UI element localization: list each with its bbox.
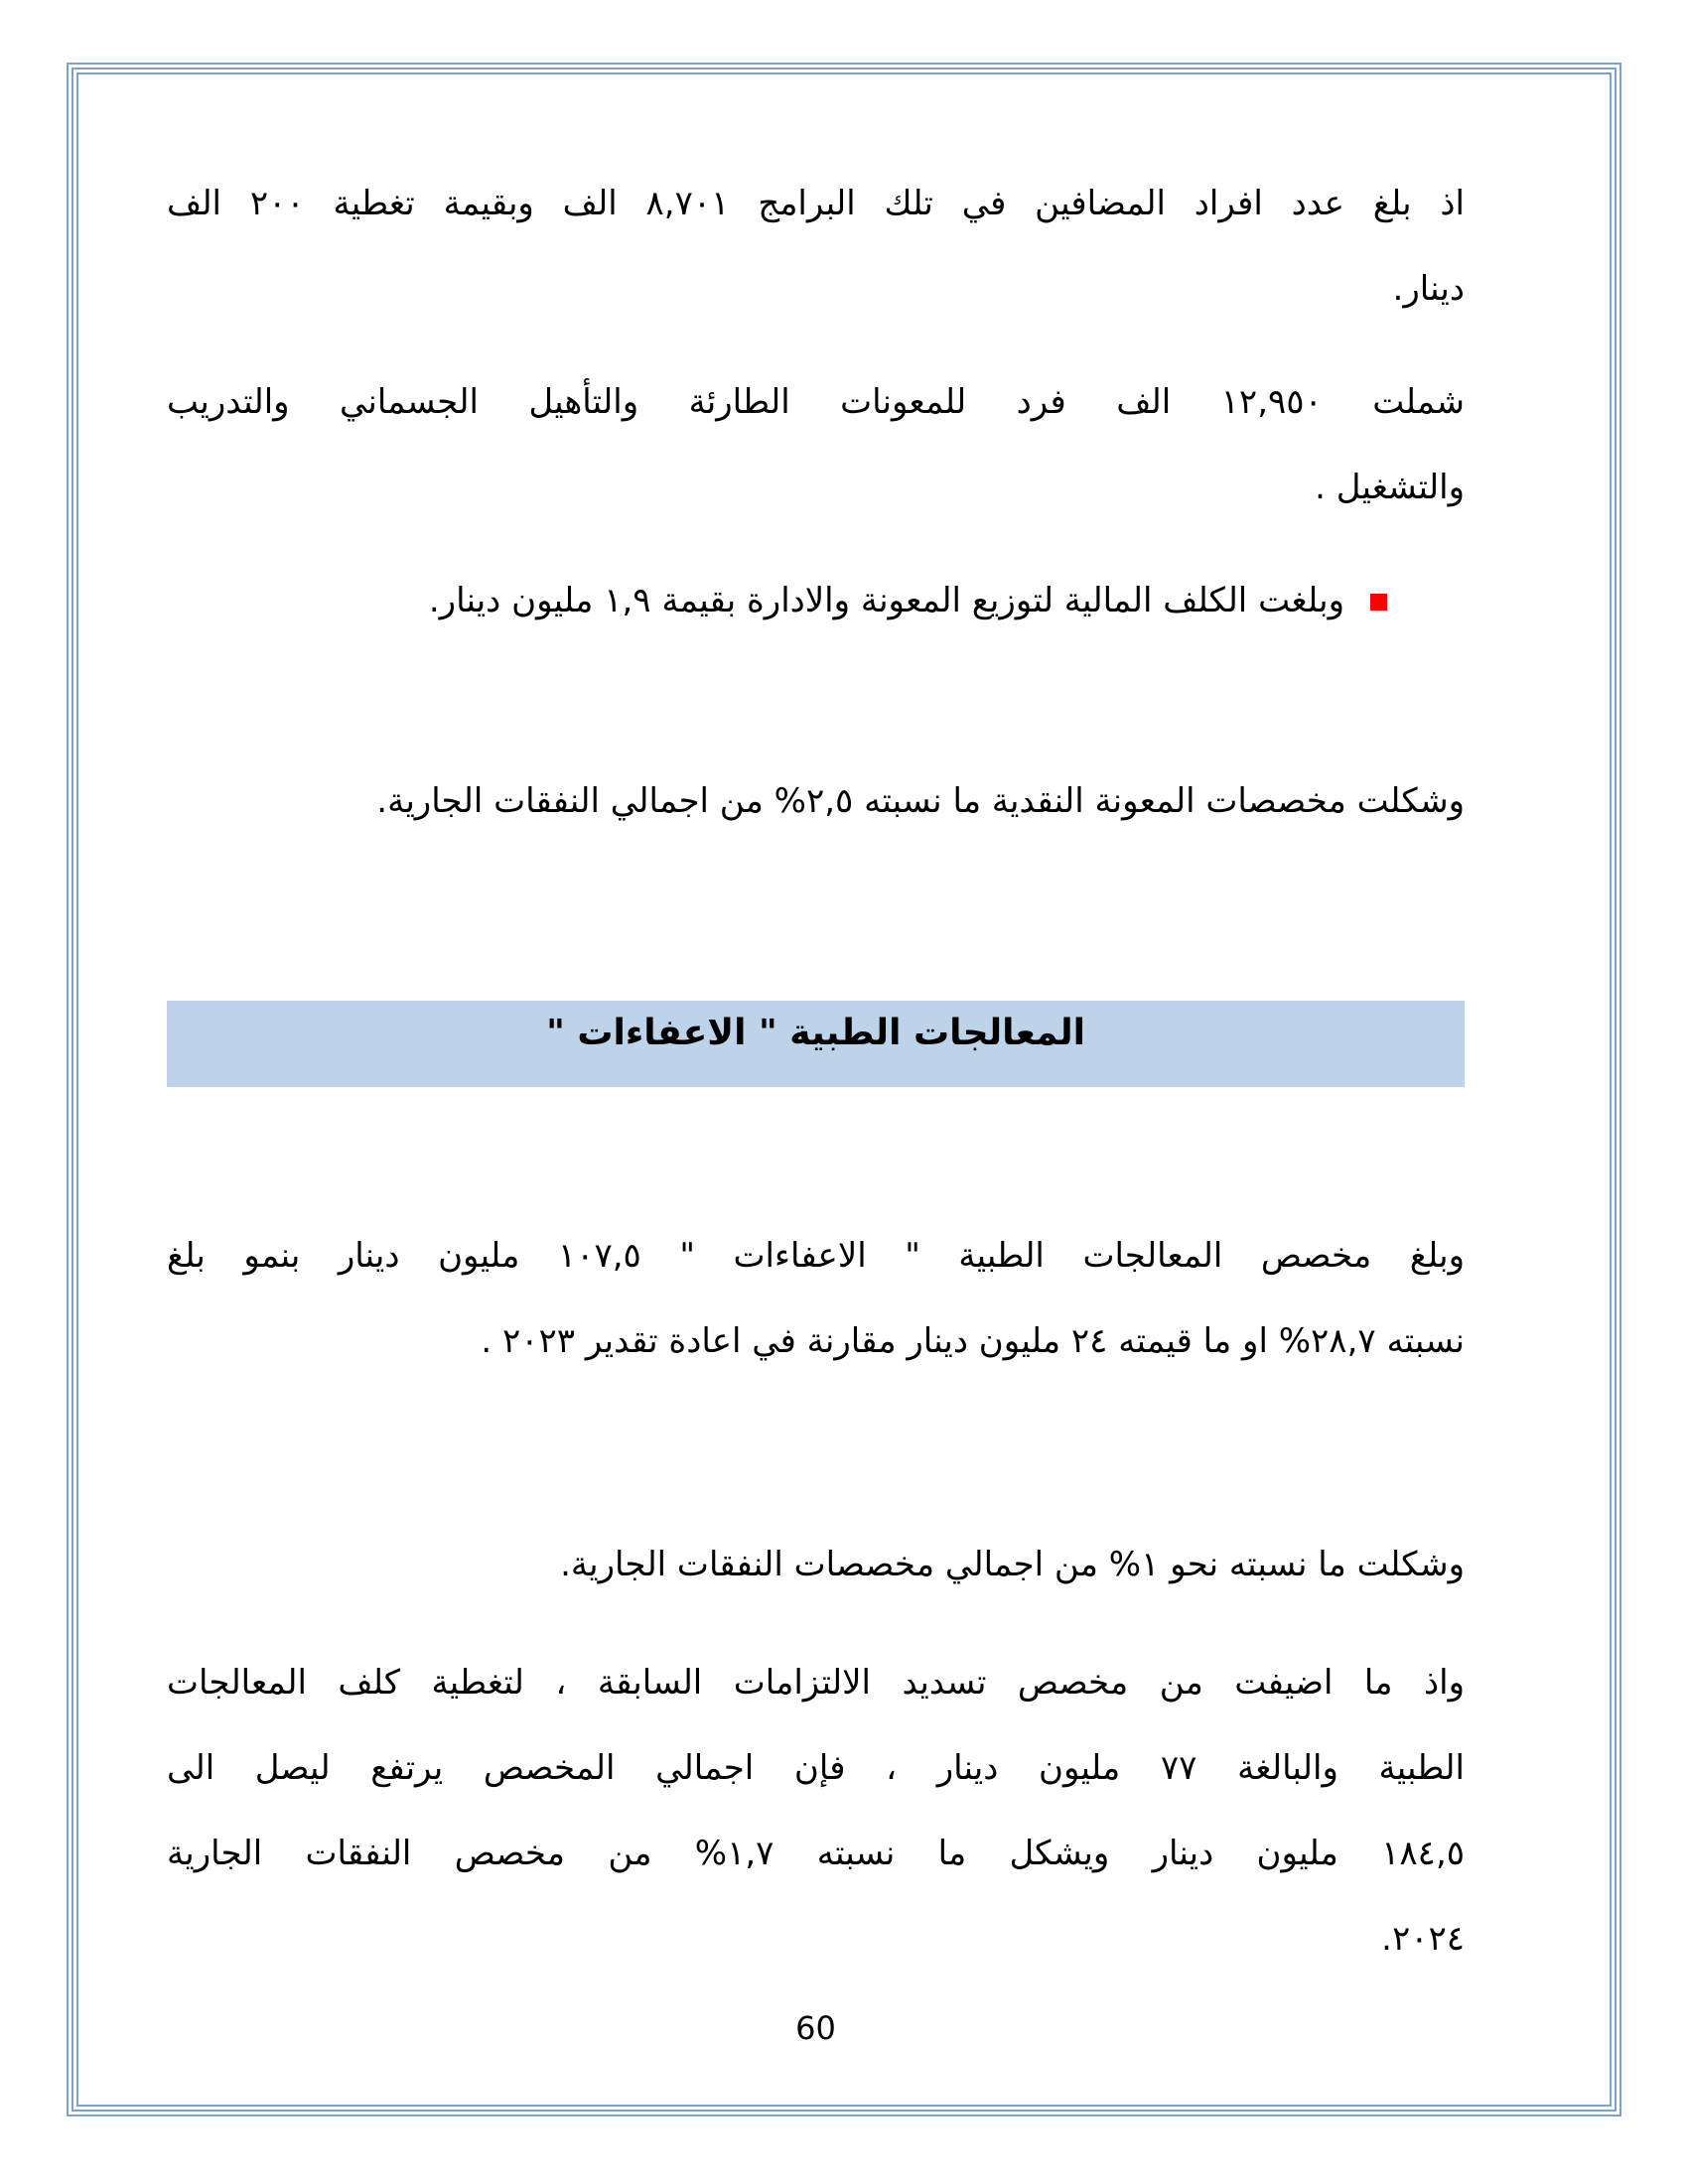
text-line: اذ بلغ عدد افراد المضافين في تلك البرامج ٨,٧٠١ الف وبقيمة تغطية ٢٠٠ الف (167, 184, 1466, 223)
text-line: شملت ١٢,٩٥٠ الف فرد للمعونات الطارئة والتأهيل الجسماني والتدريب (167, 382, 1466, 422)
paragraph-added-individuals (167, 161, 1465, 332)
text-line: واذ ما اضيفت من مخصص تسديد الالتزامات السابقة ، لتغطية كلف المعالجات (167, 1663, 1465, 1703)
paragraph-share-of-expenditures (167, 1522, 1465, 1607)
paragraph-emergency-aid (167, 359, 1465, 530)
bullet-list-item (167, 558, 1465, 643)
text-line: وشكلت ما نسبته نحو ١% من اجمالي مخصصات النفقات الجارية. (560, 1545, 1465, 1584)
text-block (167, 161, 1466, 2047)
text-line: والتشغيل . (1315, 468, 1465, 507)
paragraph-medical-treatments-allocation (167, 1213, 1465, 1384)
text-line: الطبية والبالغة ٧٧ مليون دينار ، فإن اجمالي المخصص يرتفع ليصل الى (167, 1748, 1465, 1788)
section-heading-band (167, 1001, 1465, 1087)
text-line: ١٨٤,٥ مليون دينار ويشكل ما نسبته ١,٧% من مخصص النفقات الجارية (167, 1834, 1466, 1873)
page-number: 60 (795, 2009, 836, 2047)
text-line: ٢٠٢٤. (1381, 1919, 1465, 1959)
bullet-item-text: وبلغت الكلف المالية لتوزيع المعونة والادارة بقيمة ١,٩ مليون دينار. (428, 581, 1344, 620)
text-line: وبلغ مخصص المعالجات الطبية " الاعفاءات " ١٠٧,٥ مليون دينار بنمو بلغ (167, 1236, 1465, 1276)
text-line: نسبته ٢٨,٧% او ما قيمته ٢٤ مليون دينار مقارنة في اعادة تقدير ٢٠٢٣ . (481, 1321, 1465, 1361)
paragraph-cash-aid-share (167, 758, 1465, 844)
red-square-bullet-icon (1370, 594, 1387, 611)
text-line: وشكلت مخصصات المعونة النقدية ما نسبته ٢,٥% من اجمالي النفقات الجارية. (376, 781, 1465, 821)
text-line: دينار. (1392, 269, 1465, 309)
section-heading-text: المعالجات الطبية " الاعفاءات " (546, 1013, 1085, 1053)
paragraph-previous-obligations (167, 1640, 1465, 1981)
